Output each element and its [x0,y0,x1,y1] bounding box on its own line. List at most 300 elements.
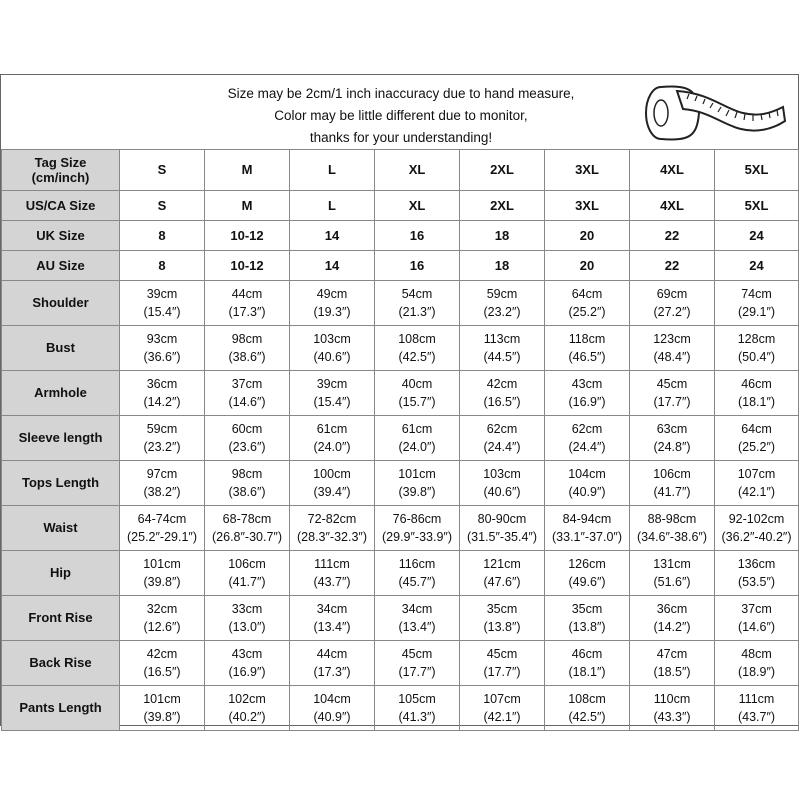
inch-value: (17.7″) [653,395,691,409]
size-cell: 2XL [460,150,545,191]
inch-value: (15.7″) [398,395,436,409]
cm-value: 108cm [568,692,606,706]
size-cell: M [205,150,290,191]
inch-value: (18.1″) [568,665,606,679]
inch-value: (23.2″) [483,305,521,319]
size-row [2,191,799,221]
cm-value: 68-78cm [222,512,272,526]
measure-cell [375,326,460,371]
measure-cell [290,686,375,731]
inch-value: (17.3″) [313,665,351,679]
measure-cell [205,281,290,326]
measure-row [2,551,799,596]
cm-value: 39cm [316,377,348,391]
cm-value: 48cm [741,647,772,661]
cm-value: 101cm [143,692,181,706]
measure-row [2,461,799,506]
inch-value: (16.5″) [483,395,521,409]
inch-value: (41.7″) [653,485,691,499]
inch-value: (12.6″) [143,620,181,634]
inch-value: (43.7″) [313,575,351,589]
inch-value: (47.6″) [483,575,521,589]
measure-cell [630,551,715,596]
measure-cell [545,686,630,731]
measure-cell [205,596,290,641]
measure-cell [545,281,630,326]
cm-value: 110cm [653,692,691,706]
cm-value: 35cm [571,602,603,616]
measure-cell [460,686,545,731]
inch-value: (36.6″) [143,350,181,364]
inch-value: (49.6″) [568,575,606,589]
size-cell: S [120,150,205,191]
measure-cell [375,416,460,461]
measure-cell [205,416,290,461]
inch-value: (31.5″-35.4″) [467,530,537,544]
measure-cell [460,506,545,551]
cm-value: 43cm [571,377,603,391]
measure-row [2,641,799,686]
size-cell: 16 [375,251,460,281]
size-chart [0,74,799,726]
measure-cell [375,686,460,731]
cm-value: 101cm [398,467,436,481]
size-cell: 3XL [545,191,630,221]
size-row [2,221,799,251]
cm-value: 42cm [146,647,178,661]
measure-cell [290,596,375,641]
inch-value: (41.3″) [398,710,436,724]
notice-banner [1,75,798,150]
cm-value: 43cm [231,647,263,661]
measure-cell [375,596,460,641]
cm-value: 101cm [143,557,181,571]
row-label: Armhole [2,371,120,416]
cm-value: 104cm [313,692,351,706]
cm-value: 60cm [231,422,263,436]
inch-value: (41.7″) [228,575,266,589]
row-label: Bust [2,326,120,371]
inch-value: (14.6″) [228,395,266,409]
size-cell: 14 [290,251,375,281]
inch-value: (16.9″) [228,665,266,679]
measure-cell [205,641,290,686]
measure-row [2,416,799,461]
inch-value: (18.1″) [737,395,776,409]
measure-cell [120,371,205,416]
measure-cell [290,506,375,551]
measure-cell [715,326,799,371]
measure-cell [290,281,375,326]
cm-value: 59cm [486,287,518,301]
inch-value: (15.4″) [313,395,351,409]
row-label: Back Rise [2,641,120,686]
cm-value: 123cm [653,332,691,346]
inch-value: (21.3″) [398,305,436,319]
inch-value: (48.4″) [653,350,691,364]
inch-value: (50.4″) [737,350,776,364]
inch-value: (17.7″) [483,665,521,679]
cm-value: 106cm [228,557,266,571]
measure-row [2,281,799,326]
measure-cell [460,461,545,506]
cm-value: 128cm [737,332,776,346]
measure-cell [630,461,715,506]
cm-value: 37cm [741,602,772,616]
inch-value: (29.9″-33.9″) [382,530,452,544]
measure-cell [290,461,375,506]
cm-value: 64cm [571,287,603,301]
inch-value: (39.8″) [143,710,181,724]
inch-value: (26.8″-30.7″) [212,530,282,544]
measure-cell [375,506,460,551]
measure-cell [205,506,290,551]
measure-cell [375,461,460,506]
size-cell: 4XL [630,150,715,191]
inch-value: (16.5″) [143,665,181,679]
cm-value: 34cm [316,602,348,616]
cm-value: 45cm [401,647,433,661]
cm-value: 40cm [401,377,433,391]
cm-value: 54cm [401,287,433,301]
inch-value: (18.9″) [737,665,776,679]
inch-value: (51.6″) [653,575,691,589]
row-label: Tops Length [2,461,120,506]
measure-cell [290,416,375,461]
measure-cell [205,326,290,371]
size-cell: XL [375,150,460,191]
row-label: Tag Size (cm/inch) [2,150,120,191]
cm-value: 64cm [741,422,772,436]
measure-cell [715,551,799,596]
cm-value: 64-74cm [137,512,187,526]
size-cell: 10-12 [205,251,290,281]
measure-cell [290,551,375,596]
size-cell: 22 [630,251,715,281]
cm-value: 36cm [656,602,688,616]
inch-value: (15.4″) [143,305,181,319]
size-cell: 8 [120,251,205,281]
row-label: Waist [2,506,120,551]
measure-cell [715,461,799,506]
inch-value: (24.0″) [313,440,351,454]
size-cell: 16 [375,221,460,251]
row-label: US/CA Size [2,191,120,221]
measure-cell [375,551,460,596]
measure-cell [460,416,545,461]
inch-value: (38.6″) [228,485,266,499]
cm-value: 98cm [231,332,263,346]
measure-cell [120,281,205,326]
inch-value: (14.2″) [653,620,691,634]
cm-value: 105cm [398,692,436,706]
measure-cell [630,326,715,371]
inch-value: (40.9″) [568,485,606,499]
cm-value: 80-90cm [477,512,527,526]
measure-cell [630,281,715,326]
measure-cell [290,326,375,371]
inch-value: (16.9″) [568,395,606,409]
inch-value: (13.4″) [313,620,351,634]
row-label: Sleeve length [2,416,120,461]
cm-value: 37cm [231,377,263,391]
cm-value: 49cm [316,287,348,301]
measure-cell [545,371,630,416]
size-cell: 10-12 [205,221,290,251]
row-label: Hip [2,551,120,596]
inch-value: (38.6″) [228,350,266,364]
inch-value: (13.8″) [568,620,606,634]
cm-value: 108cm [398,332,436,346]
measure-cell [120,506,205,551]
notice-line-2: Color may be little different due to monitor, [274,108,528,123]
inch-value: (43.7″) [737,710,776,724]
size-cell: 18 [460,221,545,251]
inch-value: (46.5″) [568,350,606,364]
cm-value: 107cm [483,692,521,706]
cm-value: 113cm [483,332,521,346]
measure-cell [715,686,799,731]
measure-cell [545,596,630,641]
cm-value: 103cm [483,467,521,481]
notice-line-3: thanks for your understanding! [309,130,493,145]
inch-value: (40.9″) [313,710,351,724]
measure-cell [375,641,460,686]
inch-value: (14.6″) [737,620,776,634]
measure-cell [715,281,799,326]
inch-value: (42.1″) [737,485,776,499]
inch-value: (25.2″) [568,305,606,319]
measure-cell [630,686,715,731]
measure-cell [715,596,799,641]
inch-value: (24.8″) [653,440,691,454]
inch-value: (19.3″) [313,305,351,319]
measure-cell [120,326,205,371]
size-cell: L [290,150,375,191]
cm-value: 118cm [568,332,606,346]
measure-cell [120,461,205,506]
size-row [2,251,799,281]
cm-value: 93cm [146,332,178,346]
measure-cell [630,641,715,686]
size-cell: 20 [545,251,630,281]
inch-value: (43.3″) [653,710,691,724]
measure-cell [545,506,630,551]
measure-cell [375,281,460,326]
size-table [1,149,799,731]
measure-cell [460,281,545,326]
measure-cell [460,326,545,371]
size-cell: 14 [290,221,375,251]
cm-value: 42cm [486,377,518,391]
measure-cell [290,371,375,416]
measure-cell [120,641,205,686]
measure-cell [630,416,715,461]
measure-cell [205,461,290,506]
cm-value: 121cm [483,557,521,571]
cm-value: 62cm [571,422,603,436]
measure-cell [715,641,799,686]
measure-cell [460,641,545,686]
inch-value: (53.5″) [737,575,776,589]
inch-value: (45.7″) [398,575,436,589]
cm-value: 45cm [656,377,688,391]
cm-value: 111cm [738,692,775,706]
inch-value: (14.2″) [143,395,181,409]
inch-value: (13.8″) [483,620,521,634]
inch-value: (40.6″) [483,485,521,499]
measuring-tape-icon [637,79,787,145]
measure-cell [120,596,205,641]
measure-cell [460,596,545,641]
measure-row [2,596,799,641]
measure-cell [715,371,799,416]
cm-value: 104cm [568,467,606,481]
cm-value: 103cm [313,332,351,346]
cm-value: 61cm [401,422,433,436]
cm-value: 59cm [146,422,178,436]
measure-cell [205,551,290,596]
measure-cell [120,551,205,596]
measure-cell [375,371,460,416]
inch-value: (40.2″) [228,710,266,724]
size-cell: 24 [715,221,799,251]
cm-value: 136cm [737,557,776,571]
cm-value: 33cm [231,602,263,616]
size-cell: 8 [120,221,205,251]
measure-row [2,686,799,731]
cm-value: 107cm [737,467,776,481]
inch-value: (17.3″) [228,305,266,319]
measure-cell [715,506,799,551]
size-row [2,150,799,191]
row-label: UK Size [2,221,120,251]
cm-value: 88-98cm [647,512,697,526]
cm-value: 100cm [313,467,351,481]
size-cell: XL [375,191,460,221]
cm-value: 47cm [656,647,688,661]
notice-line-1: Size may be 2cm/1 inch inaccuracy due to hand measure, [227,86,575,101]
cm-value: 116cm [398,557,436,571]
row-label: Pants Length [2,686,120,731]
inch-value: (17.7″) [398,665,436,679]
size-cell: 5XL [715,191,799,221]
measure-cell [290,641,375,686]
cm-value: 39cm [146,287,178,301]
measure-cell [460,371,545,416]
cm-value: 62cm [486,422,518,436]
inch-value: (34.6″-38.6″) [637,530,707,544]
inch-value: (23.6″) [228,440,266,454]
measure-cell [545,326,630,371]
row-label: AU Size [2,251,120,281]
inch-value: (29.1″) [737,305,776,319]
inch-value: (42.1″) [483,710,521,724]
inch-value: (24.4″) [483,440,521,454]
cm-value: 46cm [571,647,603,661]
cm-value: 72-82cm [307,512,357,526]
measure-row [2,326,799,371]
inch-value: (24.4″) [568,440,606,454]
cm-value: 63cm [656,422,688,436]
measure-cell [545,551,630,596]
inch-value: (18.5″) [653,665,691,679]
inch-value: (23.2″) [143,440,181,454]
cm-value: 46cm [741,377,772,391]
inch-value: (39.4″) [313,485,351,499]
inch-value: (39.8″) [398,485,436,499]
size-cell: S [120,191,205,221]
size-cell: 20 [545,221,630,251]
measure-cell [630,596,715,641]
measure-cell [545,461,630,506]
cm-value: 34cm [401,602,433,616]
measure-cell [545,416,630,461]
measure-cell [630,506,715,551]
measure-cell [120,686,205,731]
inch-value: (25.2″-29.1″) [127,530,197,544]
inch-value: (36.2″-40.2″) [721,530,792,544]
measure-row [2,506,799,551]
cm-value: 106cm [653,467,691,481]
measure-cell [120,416,205,461]
inch-value: (24.0″) [398,440,436,454]
inch-value: (25.2″) [737,440,776,454]
cm-value: 111cm [314,557,350,571]
cm-value: 98cm [231,467,263,481]
inch-value: (13.0″) [228,620,266,634]
size-cell: M [205,191,290,221]
cm-value: 76-86cm [392,512,442,526]
cm-value: 61cm [316,422,348,436]
size-cell: 22 [630,221,715,251]
cm-value: 69cm [656,287,688,301]
size-cell: 2XL [460,191,545,221]
inch-value: (38.2″) [143,485,181,499]
measure-cell [715,416,799,461]
size-cell: 24 [715,251,799,281]
notice-text [131,83,671,149]
inch-value: (39.8″) [143,575,181,589]
cm-value: 97cm [146,467,178,481]
size-cell: L [290,191,375,221]
size-cell: 5XL [715,150,799,191]
measure-cell [460,551,545,596]
measure-row [2,371,799,416]
cm-value: 36cm [146,377,178,391]
measure-cell [630,371,715,416]
measure-cell [205,371,290,416]
inch-value: (42.5″) [568,710,606,724]
row-label: Front Rise [2,596,120,641]
size-cell: 4XL [630,191,715,221]
inch-value: (40.6″) [313,350,351,364]
cm-value: 102cm [228,692,266,706]
inch-value: (28.3″-32.3″) [297,530,367,544]
cm-value: 32cm [146,602,178,616]
cm-value: 74cm [741,287,772,301]
size-cell: 3XL [545,150,630,191]
inch-value: (44.5″) [483,350,521,364]
inch-value: (27.2″) [653,305,691,319]
cm-value: 126cm [568,557,606,571]
size-cell: 18 [460,251,545,281]
inch-value: (33.1″-37.0″) [552,530,622,544]
cm-value: 92-102cm [728,512,785,526]
cm-value: 84-94cm [562,512,612,526]
cm-value: 44cm [316,647,348,661]
cm-value: 131cm [653,557,691,571]
